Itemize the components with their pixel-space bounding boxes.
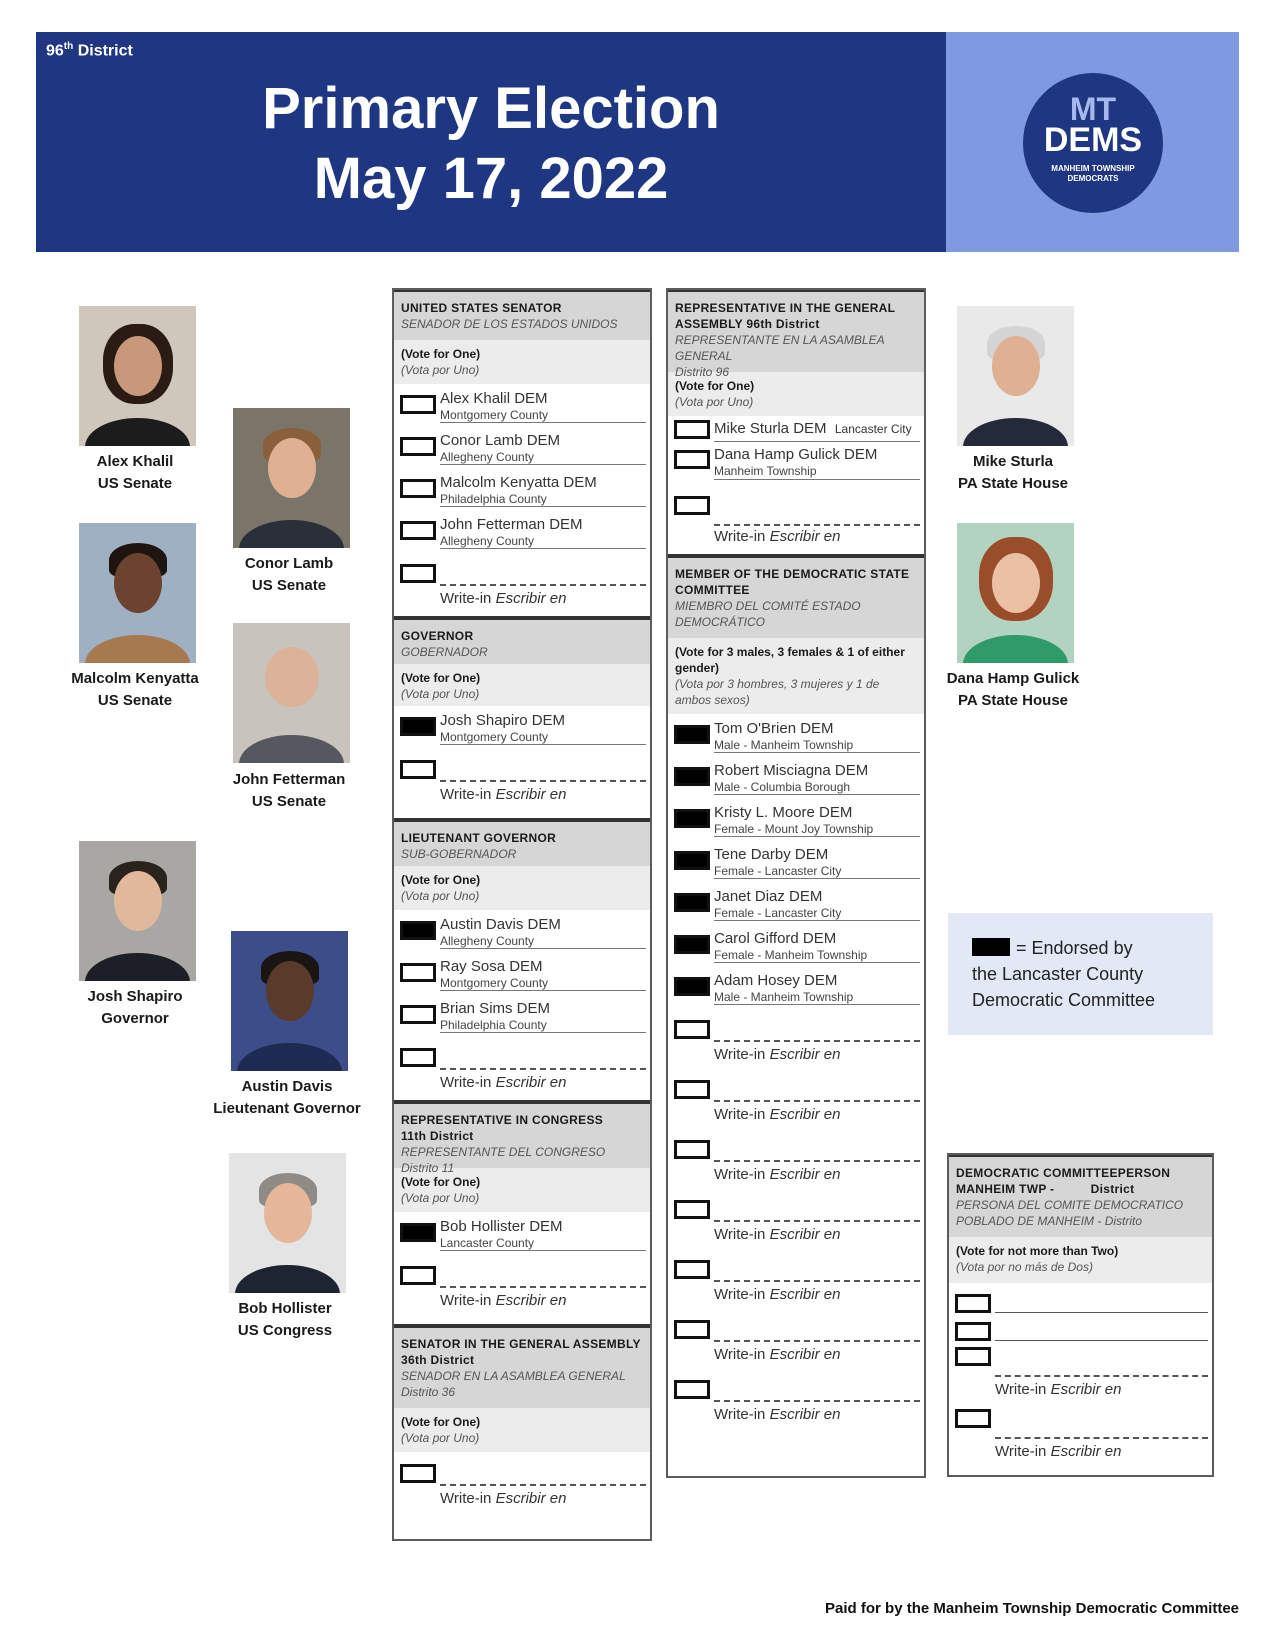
vote-box[interactable]: [674, 450, 710, 469]
candidate-row: John Fetterman DEM Allegheny County: [394, 510, 650, 552]
dana-hamp-gulick-photo: [957, 523, 1074, 663]
john-fetterman-photo: [233, 623, 350, 763]
caption-malcolm-kenyatta: Malcolm Kenyatta US Senate: [71, 670, 199, 709]
endorsed-vote-box[interactable]: [674, 809, 710, 828]
write-in-row: Write-in Escribir en: [668, 486, 924, 554]
section-lieutenant-governor: LIEUTENANT GOVERNOR SUB-GOBERNADOR (Vote for One) (Vota por Uno) Austin Davis DEM Allegheny County Ray Sosa DEM Montgomery County Brian Sims DEM Philadelphia County Write-in Escribir en: [394, 818, 650, 1100]
vote-box[interactable]: [674, 1020, 710, 1039]
endorsed-vote-box[interactable]: [674, 725, 710, 744]
vote-box[interactable]: [955, 1409, 991, 1428]
vote-box[interactable]: [400, 395, 436, 414]
election-date: May 17, 2022: [313, 146, 669, 211]
vote-box[interactable]: [400, 760, 436, 779]
caption-dana-hamp-gulick: Dana Hamp Gulick PA State House: [946, 670, 1080, 709]
caption-conor-lamb: Conor Lamb US Senate: [244, 555, 334, 594]
vote-box[interactable]: [955, 1294, 991, 1313]
vote-box[interactable]: [400, 437, 436, 456]
write-in-row: Write-in Escribir en: [394, 1452, 650, 1522]
endorsement-legend: = Endorsed by the Lancaster County Democratic Committee: [948, 913, 1213, 1035]
ballot-column-2: [666, 288, 926, 1478]
candidate-row: Brian Sims DEM Philadelphia County: [394, 994, 650, 1036]
write-in-row: Write-in Escribir en: [394, 1036, 650, 1100]
vote-box[interactable]: [674, 1200, 710, 1219]
paid-for-disclaimer: Paid for by the Manheim Township Democratic Committee: [825, 1600, 1239, 1617]
mike-sturla-photo: [957, 306, 1074, 446]
candidate-row: Tom O'Brien DEM Male - Manheim Township: [668, 714, 924, 756]
vote-box[interactable]: [674, 1380, 710, 1399]
vote-box[interactable]: [400, 1266, 436, 1285]
write-in-row: Write-in Escribir en: [668, 1248, 924, 1308]
write-in-row: Write-in Escribir en: [668, 1368, 924, 1428]
write-in-row: Write-in Escribir en: [949, 1345, 1212, 1405]
candidate-row: Mike Sturla DEM Lancaster City: [668, 416, 924, 444]
josh-shapiro-photo: [79, 841, 196, 981]
vote-box[interactable]: [400, 1048, 436, 1067]
vote-box[interactable]: [400, 963, 436, 982]
ballot-column-3: [947, 1153, 1214, 1477]
candidate-row: Dana Hamp Gulick DEM Manheim Township: [668, 444, 924, 486]
candidate-row: Janet Diaz DEM Female - Lancaster City: [668, 882, 924, 924]
section-us-senator: UNITED STATES SENATOR SENADOR DE LOS ESTADOS UNIDOS (Vote for One) (Vota por Uno) Alex Khalil DEM Montgomery County Conor Lamb DEM Allegheny County Malcolm Kenyatta DEM Philadelphia County John Fetterman DEM Allegheny County Write-in Escribir en: [394, 290, 650, 616]
section-committeeperson: DEMOCRATIC COMMITTEEPERSON MANHEIM TWP - District PERSONA DEL COMITE DEMOCRATICO POBLADO DE MANHEIM - Distrito (Vote for not more than Two) (Vota por no más de Dos) Write-in Escribir en Write-in Escribir en: [949, 1155, 1212, 1469]
section-state-representative: REPRESENTATIVE IN THE GENERAL ASSEMBLY 96th District REPRESENTANTE EN LA ASAMBLEA GENERAL Distrito 96 (Vote for One) (Vota por Uno) Mike Sturla DEM Lancaster City Dana Hamp Gulick DEM Manheim Township Write-in Escribir en: [668, 290, 924, 554]
austin-davis-photo: [231, 931, 348, 1071]
endorsed-swatch: [972, 938, 1010, 956]
malcolm-kenyatta-photo: [79, 523, 196, 663]
caption-austin-davis: Austin Davis Lieutenant Governor: [213, 1078, 361, 1117]
candidate-row: Adam Hosey DEM Male - Manheim Township: [668, 966, 924, 1008]
candidate-row: Alex Khalil DEM Montgomery County: [394, 384, 650, 426]
caption-alex-khalil: Alex Khalil US Senate: [96, 453, 174, 492]
candidate-row: Austin Davis DEM Allegheny County: [394, 910, 650, 952]
vote-box[interactable]: [674, 1080, 710, 1099]
district-label: 96th District: [46, 41, 133, 60]
caption-mike-sturla: Mike Sturla PA State House: [957, 453, 1069, 492]
bob-hollister-photo: [229, 1153, 346, 1293]
write-in-row: Write-in Escribir en: [668, 1188, 924, 1248]
write-in-row: Write-in Escribir en: [394, 552, 650, 616]
candidate-row: Conor Lamb DEM Allegheny County: [394, 426, 650, 468]
endorsed-vote-box[interactable]: [674, 851, 710, 870]
vote-box[interactable]: [400, 1464, 436, 1483]
caption-john-fetterman: John Fetterman US Senate: [232, 771, 346, 810]
blank-name-row: [949, 1289, 1212, 1317]
candidate-row: Ray Sosa DEM Montgomery County: [394, 952, 650, 994]
write-in-row: Write-in Escribir en: [668, 1068, 924, 1128]
section-state-committee: MEMBER OF THE DEMOCRATIC STATE COMMITTEE MIEMBRO DEL COMITÉ ESTADO DEMOCRÁTICO (Vote for 3 males, 3 females & 1 of either gender) (Vota por 3 hombres, 3 mujeres y 1 de ambos sexos) Tom O'Brien DEM Male - Manheim Township Robert Misciagna DEM Male - Columbia Borough Kristy L. Moore DEM Female - Mount Joy Township Tene Darby DEM Female - Lancaster City Janet Diaz DEM Female - Lancaster City Carol Gifford DEM Female - Manheim Township Adam Hosey DEM Male - Manheim Township Write-in Escribir en Write-in Escribir en Write-in Escribir en Write-in Escribir en Write-in Escribir en Write-in Escribir en Write-in Escribir en: [668, 554, 924, 1428]
endorsed-vote-box[interactable]: [400, 717, 436, 736]
write-in-row: Write-in Escribir en: [668, 1308, 924, 1368]
blank-name-row: [949, 1317, 1212, 1345]
endorsed-vote-box[interactable]: [674, 767, 710, 786]
alex-khalil-photo: [79, 306, 196, 446]
endorsed-vote-box[interactable]: [674, 893, 710, 912]
candidate-row: Malcolm Kenyatta DEM Philadelphia County: [394, 468, 650, 510]
mt-dems-logo: MT DEMS MANHEIM TOWNSHIP DEMOCRATS: [1023, 73, 1163, 213]
vote-box[interactable]: [674, 496, 710, 515]
section-state-senator: SENATOR IN THE GENERAL ASSEMBLY 36th District SENADOR EN LA ASAMBLEA GENERAL Distrito 36 (Vote for One) (Vota por Uno) Write-in Escribir en: [394, 1324, 650, 1522]
ballot-column-1: [392, 288, 652, 1541]
vote-box[interactable]: [674, 1260, 710, 1279]
endorsed-vote-box[interactable]: [400, 921, 436, 940]
conor-lamb-photo: [233, 408, 350, 548]
vote-box[interactable]: [400, 479, 436, 498]
write-in-row: Write-in Escribir en: [394, 748, 650, 818]
write-in-row: Write-in Escribir en: [949, 1405, 1212, 1469]
candidate-row: Carol Gifford DEM Female - Manheim Township: [668, 924, 924, 966]
caption-josh-shapiro: Josh Shapiro Governor: [87, 988, 183, 1027]
section-governor: GOVERNOR GOBERNADOR (Vote for One) (Vota por Uno) Josh Shapiro DEM Montgomery County Write-in Escribir en: [394, 616, 650, 818]
write-in-row: Write-in Escribir en: [668, 1128, 924, 1188]
vote-box[interactable]: [674, 1140, 710, 1159]
caption-bob-hollister: Bob Hollister US Congress: [237, 1300, 333, 1339]
page-title: Primary Election: [262, 76, 720, 141]
vote-box[interactable]: [674, 420, 710, 439]
vote-box[interactable]: [674, 1320, 710, 1339]
endorsed-vote-box[interactable]: [400, 1223, 436, 1242]
header-banner: [36, 32, 946, 252]
vote-box[interactable]: [400, 564, 436, 583]
endorsed-vote-box[interactable]: [674, 935, 710, 954]
vote-box[interactable]: [400, 1005, 436, 1024]
candidate-row: Josh Shapiro DEM Montgomery County: [394, 706, 650, 748]
candidate-row: Bob Hollister DEM Lancaster County: [394, 1212, 650, 1254]
section-us-congress: REPRESENTATIVE IN CONGRESS 11th District REPRESENTANTE DEL CONGRESO Distrito 11 (Vote for One) (Vota por Uno) Bob Hollister DEM Lancaster County Write-in Escribir en: [394, 1100, 650, 1324]
candidate-row: Kristy L. Moore DEM Female - Mount Joy Township: [668, 798, 924, 840]
vote-box[interactable]: [400, 521, 436, 540]
vote-box[interactable]: [955, 1347, 991, 1366]
write-in-row: Write-in Escribir en: [394, 1254, 650, 1324]
candidate-row: Robert Misciagna DEM Male - Columbia Borough: [668, 756, 924, 798]
candidate-row: Tene Darby DEM Female - Lancaster City: [668, 840, 924, 882]
endorsed-vote-box[interactable]: [674, 977, 710, 996]
write-in-row: Write-in Escribir en: [668, 1008, 924, 1068]
vote-box[interactable]: [955, 1322, 991, 1341]
